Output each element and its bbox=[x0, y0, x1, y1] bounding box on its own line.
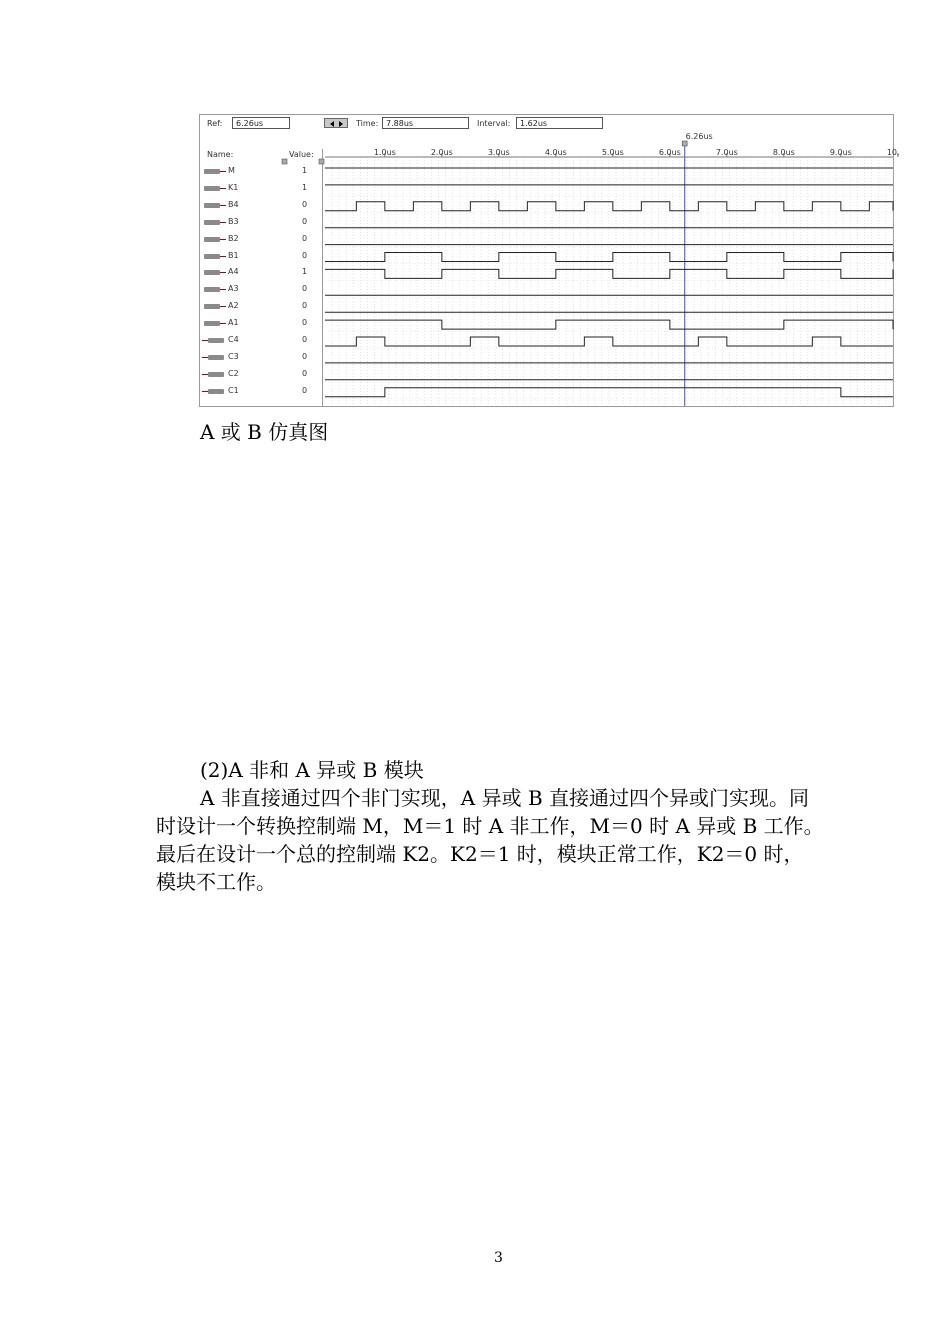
signal-value: 0 bbox=[302, 233, 308, 243]
tick-label: 4.0us bbox=[544, 148, 567, 157]
waveform-c4 bbox=[325, 337, 893, 346]
signal-name: B4 bbox=[228, 199, 239, 209]
signal-value: 0 bbox=[302, 351, 308, 361]
waveform-simulator bbox=[199, 114, 900, 407]
tick-label: 8.0us bbox=[772, 148, 795, 157]
ref-label: Ref: bbox=[207, 119, 223, 128]
signal-value: 0 bbox=[302, 199, 308, 209]
signal-name: A1 bbox=[228, 318, 239, 328]
interval-label: Interval: bbox=[477, 119, 511, 128]
signal-value: 0 bbox=[302, 216, 308, 226]
signal-value: 1 bbox=[302, 267, 308, 277]
tick-label: 10. bbox=[886, 148, 900, 157]
ref-field[interactable]: 6.26us bbox=[232, 117, 290, 129]
signal-name: B2 bbox=[228, 233, 239, 243]
name-column-header: Name: bbox=[207, 150, 234, 159]
page-number: 3 bbox=[494, 1250, 503, 1266]
signal-value: 1 bbox=[302, 166, 308, 175]
time-field[interactable]: 7.88us bbox=[382, 117, 469, 129]
signal-value: 0 bbox=[302, 301, 308, 311]
interval-field[interactable]: 1.62us bbox=[516, 117, 603, 129]
body-line-4: 模块不工作。 bbox=[156, 870, 276, 894]
signal-value: 1 bbox=[302, 182, 308, 192]
signal-name: A4 bbox=[228, 267, 239, 277]
signal-name: B1 bbox=[228, 250, 239, 260]
waveform-area[interactable] bbox=[200, 115, 900, 406]
waveform-c1 bbox=[325, 388, 893, 397]
tick-label: 6.0us bbox=[658, 148, 681, 157]
signal-name: A3 bbox=[228, 284, 239, 294]
tick-label: 3.0us bbox=[487, 148, 510, 157]
signal-value: 0 bbox=[302, 250, 308, 260]
signal-value: 0 bbox=[302, 318, 308, 328]
body-line-3: 最后在设计一个总的控制端 K2。K2＝1 时，模块正常工作，K2＝0 时， bbox=[156, 842, 804, 866]
tick-label: 2.0us bbox=[430, 148, 453, 157]
waveform-b4 bbox=[325, 202, 893, 211]
figure-caption: A 或 B 仿真图 bbox=[200, 420, 329, 444]
tick-label: 5.0us bbox=[601, 148, 624, 157]
column-handle bbox=[282, 159, 287, 164]
waveform-a1 bbox=[325, 320, 893, 329]
body-line-1: A 非直接通过四个非门实现，A 异或 B 直接通过四个异或门实现。同 bbox=[200, 786, 810, 810]
signal-name: K1 bbox=[228, 182, 239, 192]
column-handle bbox=[319, 159, 324, 164]
time-label: Time: bbox=[356, 119, 379, 128]
signal-name: M bbox=[228, 166, 235, 175]
cursor-label: 6.26us bbox=[685, 132, 713, 141]
tick-label: 9.0us bbox=[829, 148, 852, 157]
signal-name: C2 bbox=[228, 368, 239, 378]
section-title: (2)A 非和 A 异或 B 模块 bbox=[200, 758, 424, 782]
signal-value: 0 bbox=[302, 284, 308, 294]
tick-label: 1.0us bbox=[373, 148, 396, 157]
value-column-header: Value: bbox=[289, 150, 314, 159]
signal-name: A2 bbox=[228, 301, 239, 311]
signal-name: C4 bbox=[228, 335, 239, 344]
signal-value: 0 bbox=[302, 335, 308, 344]
cursor-handle bbox=[682, 141, 687, 146]
signal-value: 0 bbox=[302, 368, 308, 378]
tick-label: 7.0us bbox=[715, 148, 738, 157]
body-line-2: 时设计一个转换控制端 M，M＝1 时 A 非工作，M＝0 时 A 异或 B 工作。 bbox=[156, 814, 824, 838]
signal-name: C1 bbox=[228, 385, 239, 395]
signal-value: 0 bbox=[302, 385, 308, 395]
signal-name: B3 bbox=[228, 216, 239, 226]
signal-name: C3 bbox=[228, 351, 239, 361]
